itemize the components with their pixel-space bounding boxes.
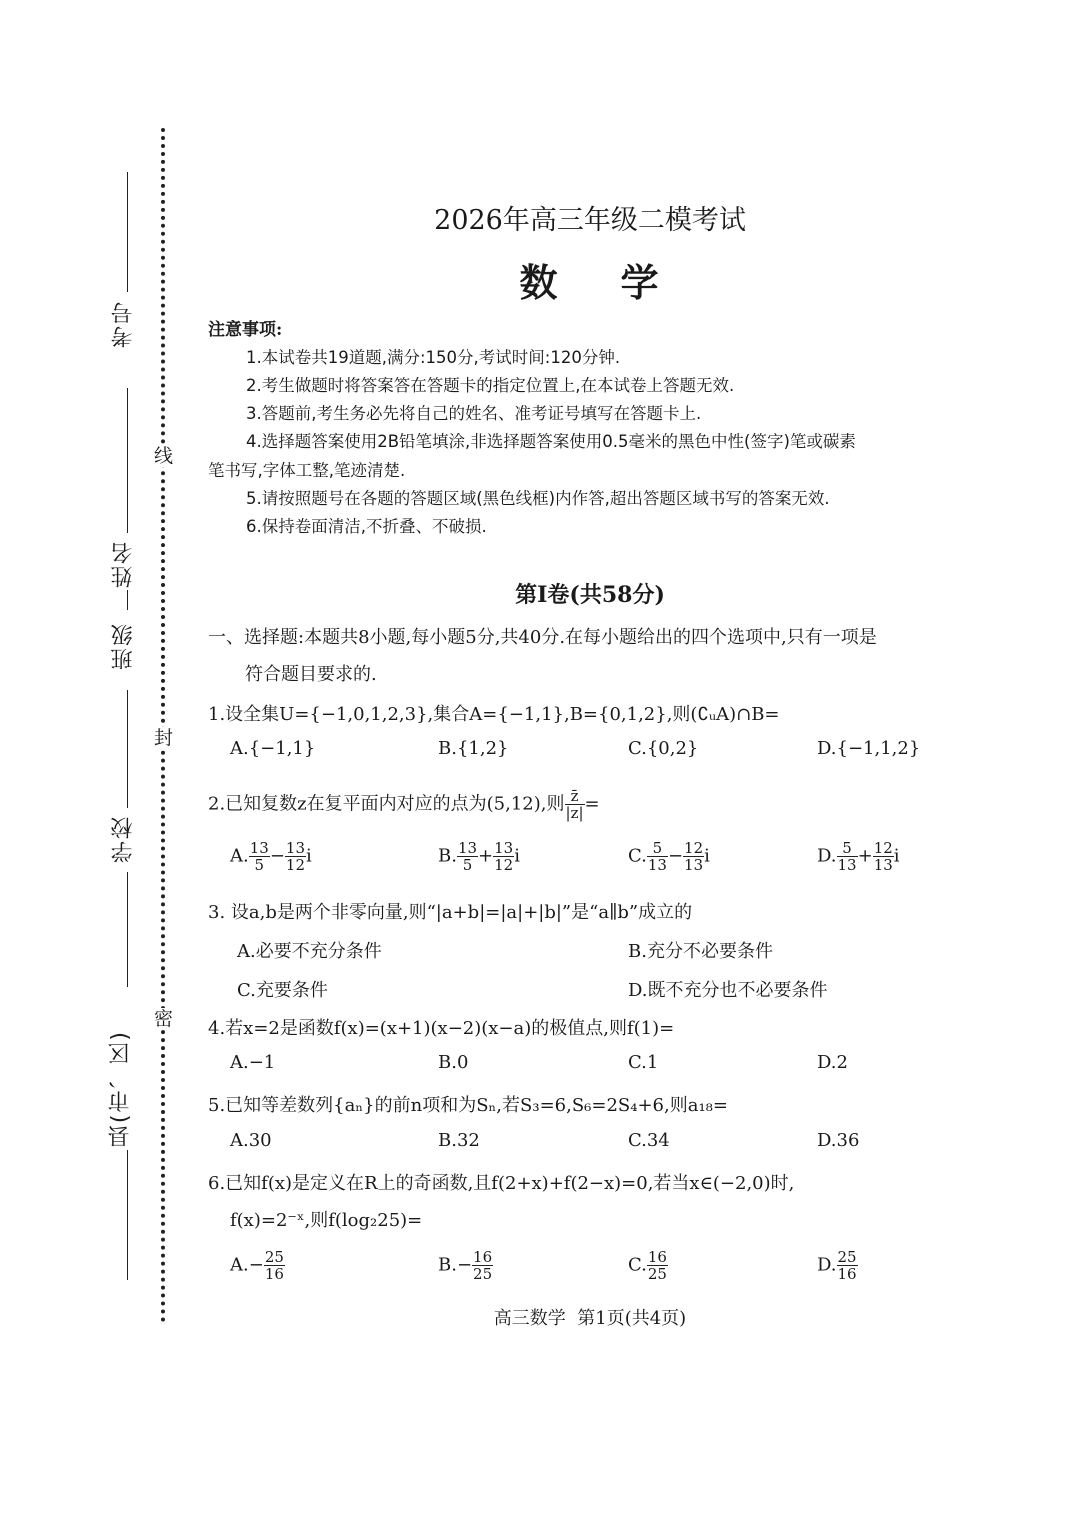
frac-num: 13 — [494, 839, 514, 857]
section-intro-cont: 符合题目要求的. — [245, 664, 377, 685]
q3-option-b: B.充分不必要条件 — [628, 941, 773, 962]
frac-den: 12 — [285, 856, 306, 874]
frac-den: 16 — [837, 1265, 857, 1283]
frac-num: 25 — [837, 1248, 857, 1266]
section-title: 第Ⅰ卷(共58分) — [515, 582, 665, 608]
notice-item: 笔书写,字体工整,笔迹清楚. — [208, 461, 406, 480]
q4-option-c: C.1 — [628, 1052, 659, 1073]
exam-title: 2026年高三年级二模考试 — [434, 205, 746, 236]
notice-item: 3.答题前,考生务必先将自己的姓名、准考证号填写在答题卡上. — [246, 404, 702, 423]
q2-frac-den: |z| — [565, 804, 584, 822]
frac-num: 12 — [684, 839, 704, 857]
option-sign: − — [667, 845, 684, 867]
option-sign: − — [269, 845, 285, 867]
school-label: 学校 — [111, 815, 136, 863]
frac-den: 25 — [473, 1265, 493, 1283]
frac-den: 5 — [254, 856, 265, 874]
frac-den: 13 — [837, 856, 857, 874]
frac-num: 12 — [873, 839, 893, 857]
frac-den: 13 — [684, 856, 704, 874]
name-label: 姓名 — [111, 540, 136, 588]
q2-stem-text: 2.已知复数z在复平面内对应的点为(5,12),则 — [208, 793, 565, 815]
frac-num: 5 — [837, 840, 858, 857]
option-label: A. — [230, 845, 249, 867]
frac-num: 16 — [647, 1248, 667, 1266]
section-intro: 一、选择题:本题共8小题,每小题5分,共40分.在每小题给出的四个选项中,只有一项是 — [208, 627, 877, 648]
question-5-stem: 5.已知等差数列{aₙ}的前n项和为Sₙ,若S₃=6,S₆=2S₄+6,则a₁₈= — [208, 1095, 728, 1116]
question-6-stem-cont: f(x)=2⁻ˣ,则f(log₂25)= — [230, 1210, 423, 1231]
q6-option-c — [628, 1249, 668, 1282]
q1-option-c: C.{0,2} — [628, 738, 699, 759]
q4-option-d: D.2 — [817, 1052, 848, 1073]
cut-mark-seal: 封 — [154, 727, 174, 749]
option-sign: + — [478, 845, 494, 867]
notice-heading: 注意事项: — [208, 320, 283, 340]
subject-title: 数 学 — [519, 260, 661, 305]
q2-option-c — [628, 840, 710, 873]
question-2-stem — [208, 788, 600, 821]
q2-frac-num: z̄ — [565, 788, 585, 805]
class-label: 班级 — [111, 622, 136, 670]
option-label: B. — [438, 1254, 457, 1276]
notice-item: 1.本试卷共19道题,满分:150分,考试时间:120分钟. — [246, 348, 621, 367]
perforation-line — [161, 128, 165, 1323]
q3-option-a: A.必要不充分条件 — [237, 941, 382, 962]
cut-mark-secret: 密 — [154, 1008, 174, 1030]
option-label: C. — [628, 1254, 647, 1276]
q5-option-a: A.30 — [230, 1130, 272, 1151]
question-4-stem: 4.若x=2是函数f(x)=(x+1)(x−2)(x−a)的极值点,则f(1)= — [208, 1018, 675, 1039]
option-label: A. — [230, 1254, 249, 1276]
q5-option-b: B.32 — [438, 1130, 480, 1151]
class-blank[interactable] — [127, 690, 128, 808]
q2-option-a — [230, 840, 312, 873]
frac-den: 25 — [647, 1265, 667, 1283]
frac-num: 25 — [264, 1248, 284, 1266]
frac-num: 16 — [473, 1248, 493, 1266]
frac-den: 13 — [647, 856, 667, 874]
q6-option-b — [438, 1249, 493, 1282]
frac-den: 16 — [264, 1265, 284, 1283]
frac-den: 5 — [462, 856, 473, 874]
q1-option-d: D.{−1,1,2} — [817, 738, 921, 759]
county-label: 县(市、区) — [108, 1030, 133, 1148]
imag-unit: i — [704, 845, 710, 867]
q1-option-a: A.{−1,1} — [230, 738, 316, 759]
frac-den: 13 — [873, 856, 893, 874]
notice-item: 5.请按照题号在各题的答题区域(黑色线框)内作答,超出答题区域书写的答案无效. — [246, 489, 830, 508]
frac-num: 13 — [285, 839, 306, 857]
frac-num: 5 — [647, 840, 668, 857]
q6-option-d — [817, 1249, 858, 1282]
q3-option-d: D.既不充分也不必要条件 — [628, 980, 828, 1001]
imag-unit: i — [893, 845, 900, 867]
cut-mark-line: 线 — [154, 445, 174, 467]
notice-item: 4.选择题答案使用2B铅笔填涂,非选择题答案使用0.5毫米的黑色中性(签字)笔或碳素 — [246, 432, 856, 451]
q2-option-d — [817, 840, 900, 873]
option-sign: − — [248, 1254, 264, 1276]
option-label: B. — [438, 845, 457, 867]
q1-option-b: B.{1,2} — [438, 738, 509, 759]
q3-option-c: C.充要条件 — [237, 980, 328, 1001]
name-blank[interactable] — [127, 388, 128, 533]
frac-num: 13 — [457, 839, 478, 857]
q2-stem-end: = — [584, 793, 600, 815]
q6-option-a — [230, 1249, 285, 1282]
notice-item: 6.保持卷面清洁,不折叠、不破损. — [246, 517, 487, 536]
question-1-stem: 1.设全集U={−1,0,1,2,3},集合A={−1,1},B={0,1,2},则(∁ᵤA)∩B= — [208, 704, 780, 725]
option-label: D. — [817, 1254, 837, 1276]
school-blank[interactable] — [127, 872, 128, 987]
option-sign: − — [456, 1254, 473, 1276]
option-label: D. — [817, 845, 837, 867]
imag-unit: i — [306, 845, 312, 867]
option-sign: + — [857, 845, 873, 867]
notice-item: 2.考生做题时将答案答在答题卡的指定位置上,在本试卷上答题无效. — [246, 376, 735, 395]
question-6-stem: 6.已知f(x)是定义在R上的奇函数,且f(2+x)+f(2−x)=0,若当x∈(−2,0)时, — [208, 1173, 795, 1194]
q5-option-c: C.34 — [628, 1130, 670, 1151]
q2-option-b — [438, 840, 520, 873]
frac-num: 13 — [249, 839, 269, 857]
frac-den: 12 — [494, 856, 514, 874]
imag-unit: i — [514, 845, 520, 867]
q4-option-a: A.−1 — [230, 1052, 276, 1073]
county-blank[interactable] — [127, 1150, 128, 1280]
option-label: C. — [628, 845, 647, 867]
q2-fraction — [565, 788, 585, 821]
exam-no-label: 考号 — [111, 300, 136, 348]
q4-option-b: B.0 — [438, 1052, 469, 1073]
page-footer: 高三数学 第1页(共4页) — [493, 1308, 687, 1329]
q5-option-d: D.36 — [817, 1130, 860, 1151]
question-3-stem: 3. 设a,b是两个非零向量,则“|a+b|=|a|+|b|”是“a∥b”成立的 — [208, 902, 693, 923]
